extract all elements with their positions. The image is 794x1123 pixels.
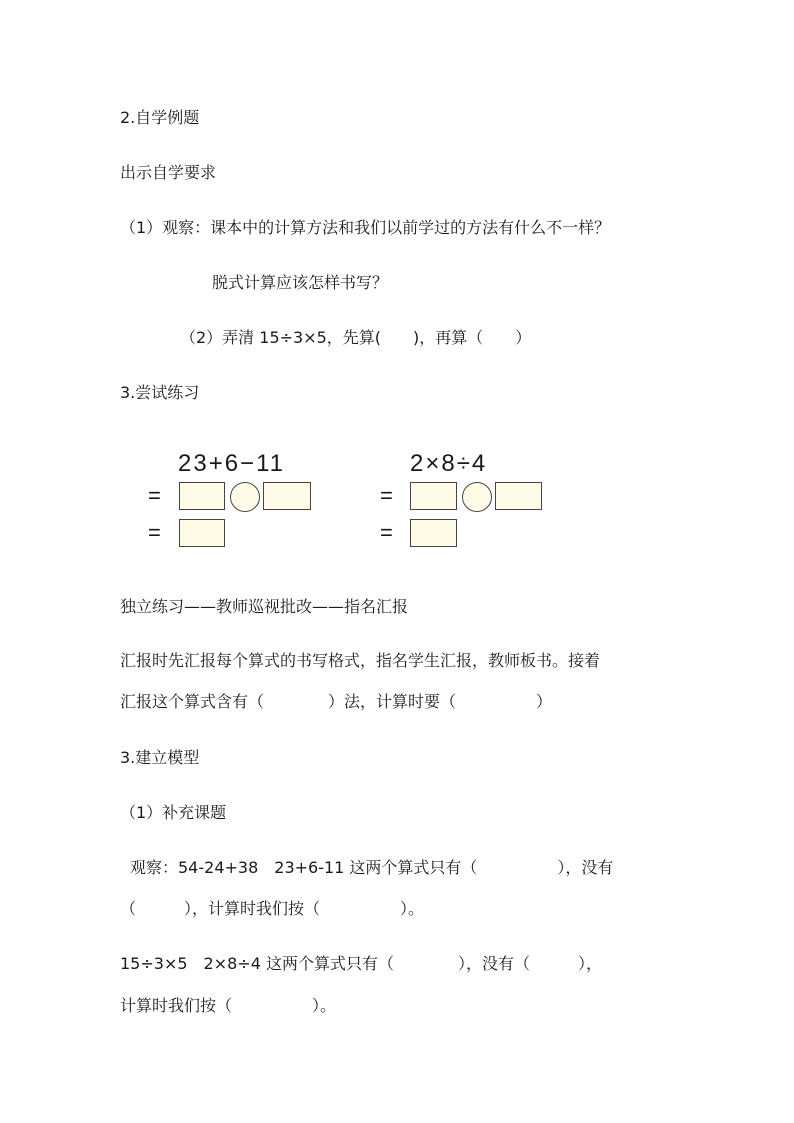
exercise-2-expression: 2×8÷4	[410, 450, 488, 477]
exercise-1-expression: 23+6−11	[178, 450, 285, 477]
exercise-1-equals-2: =	[148, 520, 161, 545]
exercise-1-equals-1: =	[148, 483, 161, 508]
exercise-2-operator-circle[interactable]	[462, 482, 492, 512]
report-line-2: 汇报这个算式含有（ ）法，计算时要（ ）	[120, 692, 553, 711]
requirement-1-line-2: 脱式计算应该怎样书写？	[212, 273, 389, 292]
heading-self-study: 2.自学例题	[120, 108, 200, 127]
exercise-1-answer-box-left[interactable]	[179, 482, 225, 510]
exercise-2-equals-1: =	[380, 483, 393, 508]
heading-try-practice: 3.尝试练习	[120, 383, 200, 402]
observe-line-1: 观察：54-24+38 23+6-11 这两个算式只有（ ），没有	[130, 858, 614, 877]
exercise-2-answer-box-left[interactable]	[410, 482, 457, 510]
heading-build-model: 3.建立模型	[120, 748, 200, 767]
exercise-1-operator-circle[interactable]	[230, 482, 260, 512]
report-line-1: 汇报时先汇报每个算式的书写格式，指名学生汇报，教师板书。接着	[120, 651, 601, 670]
second-pair-line-2: 计算时我们按（ ）。	[120, 996, 337, 1015]
requirement-2: （2）弄清 15÷3×5，先算( )，再算（ ）	[180, 328, 532, 347]
observe-line-2: （ ），计算时我们按（ ）。	[120, 899, 425, 918]
exercise-2-result-box[interactable]	[410, 519, 457, 547]
exercise-2-equals-2: =	[380, 520, 393, 545]
supplement-topic: （1）补充课题	[120, 803, 227, 822]
exercise-1-answer-box-right[interactable]	[263, 482, 311, 510]
second-pair-line-1: 15÷3×5 2×8÷4 这两个算式只有（ ），没有（ ），	[120, 954, 602, 973]
independent-practice: 独立练习——教师巡视批改——指名汇报	[120, 597, 409, 616]
exercise-2-answer-box-right[interactable]	[495, 482, 542, 510]
show-requirements: 出示自学要求	[120, 163, 217, 182]
requirement-1-line-1: （1）观察：课本中的计算方法和我们以前学过的方法有什么不一样？	[120, 218, 611, 237]
exercise-1-result-box[interactable]	[179, 519, 225, 547]
